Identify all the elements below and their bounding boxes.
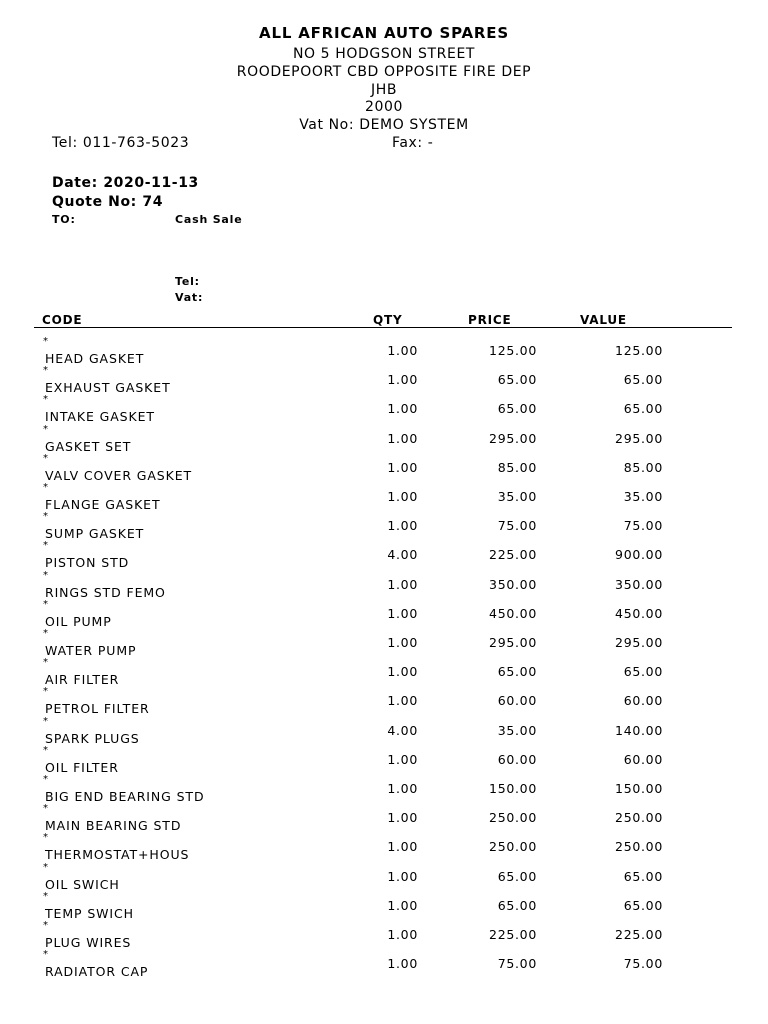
item-price: 225.00	[489, 547, 537, 563]
item-description: OIL SWICH	[45, 876, 120, 892]
item-code: *	[43, 423, 48, 435]
item-qty: 1.00	[387, 576, 418, 592]
item-value: 350.00	[615, 576, 663, 592]
table-row	[0, 746, 768, 775]
table-row	[0, 337, 768, 366]
item-price: 150.00	[489, 781, 537, 796]
address-line-street: NO 5 HODGSON STREET	[292, 46, 476, 62]
item-price: 85.00	[497, 459, 537, 475]
item-description: PLUG WIRES	[45, 935, 132, 950]
item-price: 450.00	[489, 605, 537, 621]
item-code: *	[43, 744, 48, 756]
item-qty: 1.00	[387, 897, 418, 913]
item-price: 75.00	[497, 518, 537, 534]
item-value: 75.00	[623, 518, 663, 534]
column-header-qty: QTY	[373, 313, 403, 327]
item-value: 250.00	[615, 810, 663, 826]
item-value: 65.00	[623, 664, 663, 680]
to-label: TO:	[52, 213, 76, 226]
item-value: 140.00	[615, 722, 663, 738]
table-row	[0, 804, 768, 833]
item-value: 450.00	[615, 605, 663, 621]
item-price: 250.00	[489, 810, 537, 826]
item-description: PETROL FILTER	[45, 701, 150, 717]
item-price: 75.00	[497, 956, 537, 972]
item-description: GASKET SET	[45, 438, 132, 454]
table-row	[0, 892, 768, 921]
item-description: VALV COVER GASKET	[45, 467, 193, 483]
item-qty: 1.00	[387, 489, 418, 504]
table-row	[0, 425, 768, 454]
item-code: *	[43, 598, 48, 610]
item-qty: 1.00	[387, 635, 418, 650]
item-code: *	[43, 920, 48, 931]
item-code: *	[43, 540, 48, 552]
column-header-price: PRICE	[468, 313, 512, 327]
item-qty: 4.00	[387, 547, 418, 563]
table-row	[0, 600, 768, 629]
address-line-city: JHB	[370, 82, 398, 98]
item-code: *	[43, 569, 48, 581]
item-qty: 1.00	[387, 401, 418, 417]
item-qty: 1.00	[387, 693, 418, 709]
item-code: *	[43, 336, 48, 347]
item-price: 60.00	[497, 751, 537, 767]
item-qty: 4.00	[387, 722, 418, 738]
item-qty: 1.00	[387, 751, 418, 767]
quote-date: Date: 2020-11-13	[52, 175, 199, 191]
table-row	[0, 921, 768, 950]
item-description: RADIATOR CAP	[45, 964, 149, 980]
table-row	[0, 483, 768, 512]
item-value: 60.00	[623, 693, 663, 709]
item-description: INTAKE GASKET	[45, 409, 155, 425]
table-row	[0, 512, 768, 541]
item-value: 60.00	[623, 751, 663, 767]
table-row	[0, 863, 768, 892]
item-value: 125.00	[615, 343, 663, 358]
item-qty: 1.00	[387, 343, 418, 358]
item-code: *	[43, 628, 48, 639]
item-qty: 1.00	[387, 956, 418, 972]
item-description: SPARK PLUGS	[45, 730, 140, 746]
address-line-area: ROODEPOORT CBD OPPOSITE FIRE DEP	[236, 64, 532, 80]
vat-number: Vat No: DEMO SYSTEM	[299, 117, 469, 133]
table-row	[0, 687, 768, 716]
table-row	[0, 395, 768, 424]
item-value: 225.00	[615, 927, 663, 942]
company-name: ALL AFRICAN AUTO SPARES	[259, 24, 509, 42]
item-value: 35.00	[623, 489, 663, 504]
item-value: 65.00	[623, 868, 663, 884]
item-code: *	[43, 890, 48, 902]
address-line-postcode: 2000	[364, 99, 404, 115]
item-description: OIL FILTER	[45, 759, 119, 775]
customer-tel-label: Tel:	[175, 275, 200, 288]
item-price: 60.00	[497, 693, 537, 709]
item-price: 295.00	[489, 430, 537, 446]
item-price: 35.00	[497, 489, 537, 504]
item-description: HEAD GASKET	[45, 351, 145, 366]
company-fax: Fax: -	[392, 135, 434, 151]
item-code: *	[43, 861, 48, 873]
item-price: 65.00	[497, 401, 537, 417]
item-value: 295.00	[615, 430, 663, 446]
item-code: *	[43, 774, 48, 785]
item-code: *	[43, 949, 48, 961]
item-qty: 1.00	[387, 459, 418, 475]
table-row	[0, 454, 768, 483]
item-qty: 1.00	[387, 868, 418, 884]
company-telephone: Tel: 011-763-5023	[52, 135, 190, 151]
item-code: *	[43, 832, 48, 844]
item-qty: 1.00	[387, 810, 418, 826]
item-value: 85.00	[623, 459, 663, 475]
item-code: *	[43, 511, 48, 523]
table-row	[0, 775, 768, 804]
item-qty: 1.00	[387, 839, 418, 855]
item-code: *	[43, 452, 48, 464]
item-price: 295.00	[489, 635, 537, 650]
item-qty: 1.00	[387, 664, 418, 680]
item-price: 65.00	[497, 868, 537, 884]
item-price: 225.00	[489, 927, 537, 942]
item-code: *	[43, 482, 48, 493]
item-description: TEMP SWICH	[45, 905, 134, 921]
table-row	[0, 629, 768, 658]
customer-vat-label: Vat:	[175, 291, 204, 304]
item-value: 65.00	[623, 372, 663, 388]
item-qty: 1.00	[387, 927, 418, 942]
item-code: *	[43, 686, 48, 698]
table-row	[0, 541, 768, 570]
item-value: 75.00	[623, 956, 663, 972]
customer-name: Cash Sale	[175, 213, 243, 226]
item-description: OIL PUMP	[45, 613, 112, 629]
table-row	[0, 833, 768, 862]
item-value: 900.00	[615, 547, 663, 563]
item-code: *	[43, 715, 48, 727]
item-description: MAIN BEARING STD	[45, 818, 182, 834]
item-price: 65.00	[497, 897, 537, 913]
quote-number: Quote No: 74	[52, 194, 164, 210]
item-price: 350.00	[489, 576, 537, 592]
column-header-code: CODE	[42, 313, 83, 327]
item-value: 250.00	[615, 839, 663, 855]
item-code: *	[43, 657, 48, 669]
item-description: RINGS STD FEMO	[45, 584, 166, 600]
item-qty: 1.00	[387, 430, 418, 446]
item-price: 65.00	[497, 664, 537, 680]
item-code: *	[43, 394, 48, 406]
item-description: EXHAUST GASKET	[45, 380, 171, 396]
item-description: SUMP GASKET	[45, 526, 145, 542]
item-description: WATER PUMP	[45, 643, 137, 658]
item-description: BIG END BEARING STD	[45, 789, 205, 804]
item-code: *	[43, 365, 48, 377]
item-value: 65.00	[623, 897, 663, 913]
item-description: THERMOSTAT+HOUS	[45, 847, 190, 863]
item-price: 65.00	[497, 372, 537, 388]
item-value: 65.00	[623, 401, 663, 417]
item-code: *	[43, 803, 48, 815]
item-qty: 1.00	[387, 605, 418, 621]
item-price: 250.00	[489, 839, 537, 855]
table-row	[0, 366, 768, 395]
item-description: PISTON STD	[45, 555, 130, 571]
item-price: 35.00	[497, 722, 537, 738]
table-row	[0, 950, 768, 979]
item-value: 150.00	[615, 781, 663, 796]
table-row	[0, 658, 768, 687]
item-description: AIR FILTER	[45, 672, 120, 688]
table-row	[0, 717, 768, 746]
item-price: 125.00	[489, 343, 537, 358]
table-row	[0, 571, 768, 600]
column-header-value: VALUE	[580, 313, 627, 327]
item-qty: 1.00	[387, 372, 418, 388]
item-description: FLANGE GASKET	[45, 497, 161, 512]
header-divider	[34, 327, 732, 328]
item-qty: 1.00	[387, 518, 418, 534]
item-qty: 1.00	[387, 781, 418, 796]
item-value: 295.00	[615, 635, 663, 650]
